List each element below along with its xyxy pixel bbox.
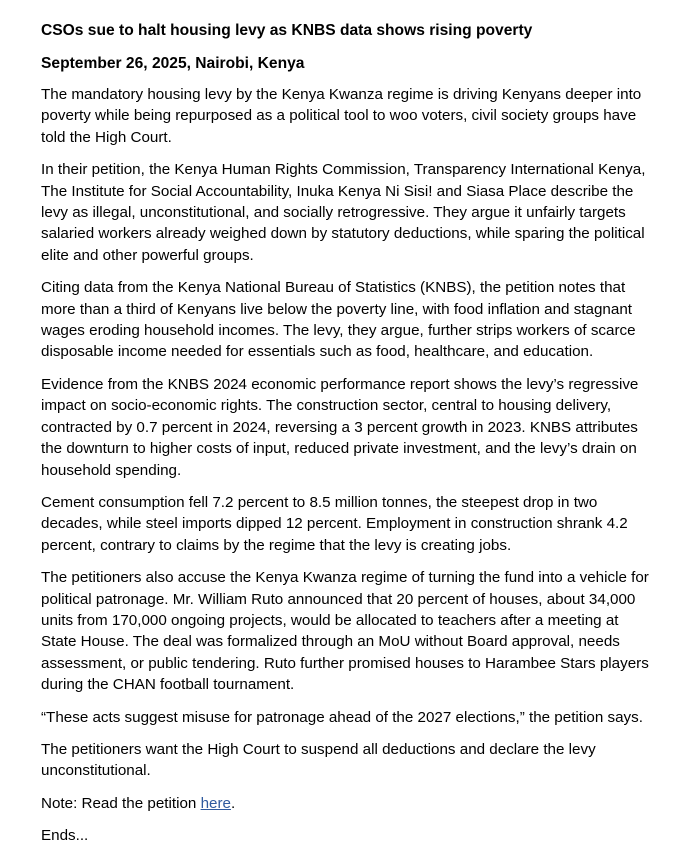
ends-marker: Ends... [41, 827, 89, 845]
dateline: September 26, 2025, Nairobi, Kenya [41, 55, 305, 72]
paragraph-demand: The petitioners want the High Court to suspend all deductions and declare the levy unconstitutional. [41, 740, 596, 780]
paragraph-petitioners: In their petition, the Kenya Human Rights Commission, Transparency International Kenya, The Institute for Social Accountability, Inuka Kenya Ni Sisi! and Siasa Place describe the levy as illegal, unconstitutional, and socially retrogressive. They argue it unfairly targets salaried workers already weighed down by statutory deductions, while sparing the political elite and other powerful groups. [41, 161, 646, 264]
note-line [41, 793, 651, 814]
paragraph-intro: The mandatory housing levy by the Kenya Kwanza regime is driving Kenyans deeper into poverty while being repurposed as a political tool to woo voters, civil society groups have told the High Court. [41, 86, 642, 146]
paragraph-cement-steel: Cement consumption fell 7.2 percent to 8.5 million tonnes, the steepest drop in two decades, while steel imports dipped 12 percent. Employment in construction shrank 4.2 percent, contrary to claims by the regime that the levy is creating jobs. [41, 493, 628, 554]
note-suffix: . [230, 794, 236, 812]
paragraph-knbs-poverty: Citing data from the Kenya National Bureau of Statistics (KNBS), the petition notes that more than a third of Kenyans live below the poverty line, with food inflation and stagnant wages eroding household incomes. The levy, they argue, further strips workers of scarce disposable income needed for essentials such as food, healthcare, and education. [41, 279, 636, 361]
paragraph-patronage: The petitioners also accuse the Kenya Kwanza regime of turning the fund into a vehicle for political patronage. Mr. William Ruto announced that 20 percent of houses, about 34,000 units from 170,000 ongoing projects, would be allocated to teachers after a meeting at State House. The deal was formalized through an MoU without Board approval, needs assessment, or public tendering. Ruto further promised houses to Harambee Stars players during the CHAN football tournament. [41, 569, 649, 694]
headline: CSOs sue to halt housing levy as KNBS data shows rising poverty [41, 22, 533, 39]
petition-link[interactable]: here [200, 794, 231, 812]
paragraph-construction-sector: Evidence from the KNBS 2024 economic performance report shows the levy’s regressive impact on socio-economic rights. The construction sector, central to housing delivery, contracted by 0.7 percent in 2024, reversing a 3 percent growth in 2023. KNBS attributes the downturn to higher costs of input, reduced private investment, and the levy’s drain on household spending. [41, 375, 639, 479]
press-release [41, 20, 651, 847]
note-prefix: Note: Read the petition [41, 794, 201, 812]
paragraph-quote: “These acts suggest misuse for patronage ahead of the 2027 elections,” the petition says. [41, 708, 643, 726]
